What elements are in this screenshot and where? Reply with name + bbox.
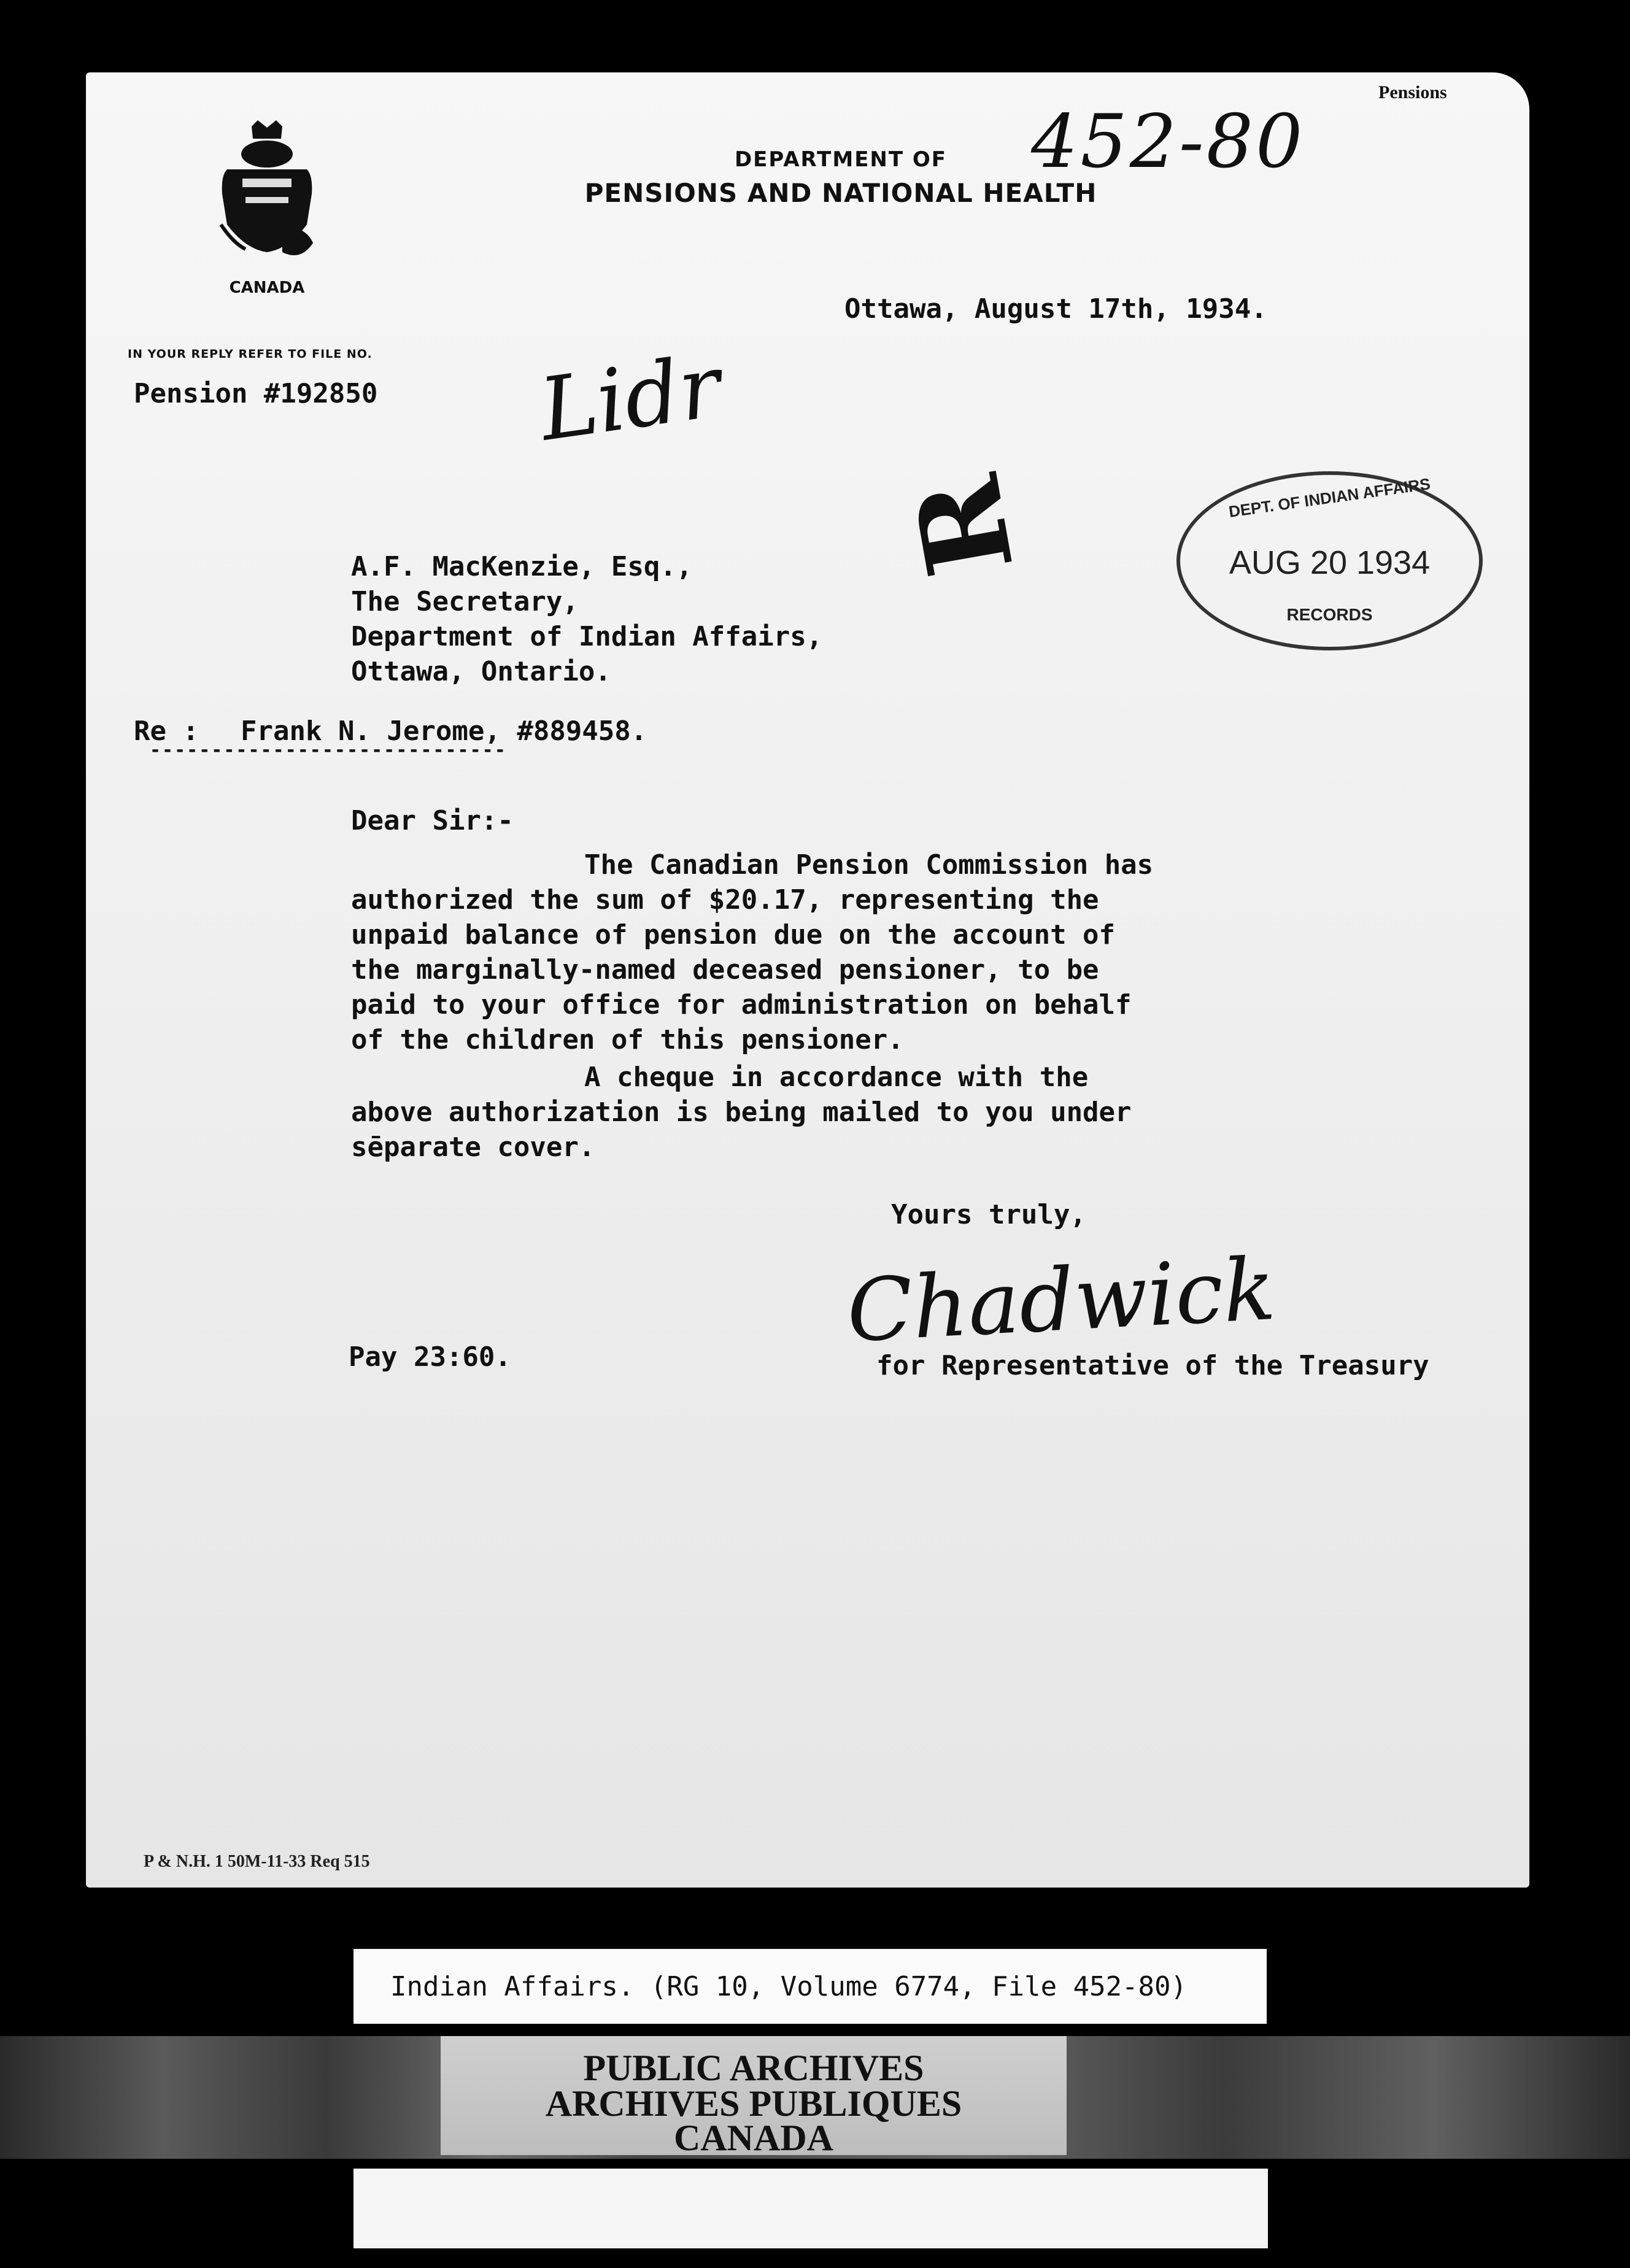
stamp-top-text: DEPT. OF INDIAN AFFAIRS xyxy=(1227,474,1432,521)
department-line-1: DEPARTMENT OF xyxy=(734,147,948,172)
registry-mark: R xyxy=(888,466,1040,586)
paragraph-line: The Canadian Pension Commission has xyxy=(584,849,1154,881)
re-label: Re : xyxy=(134,716,199,747)
paragraph-line: unpaid balance of pension due on the account of xyxy=(351,919,1116,951)
paragraph-line: above authorization is being mailed to you under xyxy=(351,1097,1132,1128)
coat-of-arms-icon xyxy=(209,120,325,286)
addressee-line: The Secretary, xyxy=(351,586,579,617)
form-code: P & N.H. 1 50M-11-33 Req 515 xyxy=(144,1852,370,1871)
pension-reference: Pension #192850 xyxy=(134,378,378,409)
paragraph-2 xyxy=(351,1062,1132,1182)
crest-caption: CANADA xyxy=(229,279,305,297)
reply-instruction: IN YOUR REPLY REFER TO FILE NO. xyxy=(128,347,373,361)
blank-label-strip xyxy=(353,2169,1268,2248)
re-underline: ----------------------------- xyxy=(150,739,507,761)
stamp-date: AUG 20 1934 xyxy=(1229,544,1431,581)
signatory-title: for Representative of the Treasury xyxy=(876,1350,1429,1381)
signature: Chadwick xyxy=(844,1239,1278,1362)
paragraph-line: of the children of this pensioner. xyxy=(351,1024,904,1055)
stamp-bottom-text: RECORDS xyxy=(1286,605,1373,624)
paragraph-line: paid to your office for administration on behalf xyxy=(351,989,1132,1020)
paragraph-line: A cheque in accordance with the xyxy=(584,1062,1089,1093)
received-stamp xyxy=(1176,471,1483,650)
addressee-line: Department of Indian Affairs, xyxy=(351,621,823,652)
salutation: Dear Sir:- xyxy=(351,805,514,836)
department-line-2: PENSIONS AND NATIONAL HEALTH xyxy=(584,178,1097,208)
paragraph-line: authorized the sum of $20.17, representing the xyxy=(351,884,1099,916)
pay-reference: Pay 23:60. xyxy=(349,1341,511,1373)
addressee-line: A.F. MacKenzie, Esq., xyxy=(351,551,693,582)
archive-line-3: CANADA xyxy=(674,2118,833,2158)
closing: Yours truly, xyxy=(891,1199,1086,1230)
re-subject: Frank N. Jerome, #889458. xyxy=(241,716,647,747)
handwritten-initials: Lidr xyxy=(534,336,727,461)
addressee-block xyxy=(351,551,823,707)
letter-page xyxy=(86,72,1529,1888)
paragraph-line: the marginally-named deceased pensioner, to be xyxy=(351,954,1099,986)
letter-date: Ottawa, August 17th, 1934. xyxy=(844,293,1267,325)
archive-stamp xyxy=(441,2036,1067,2158)
paragraph-1 xyxy=(351,849,1154,1075)
addressee-line: Ottawa, Ontario. xyxy=(351,656,611,687)
archive-citation: Indian Affairs. (RG 10, Volume 6774, File 452-80) xyxy=(390,1971,1188,2002)
paragraph-line: sēparate cover. xyxy=(351,1132,595,1163)
corner-tab-label: Pensions xyxy=(1378,82,1447,102)
archive-citation-strip xyxy=(353,1949,1267,2024)
archive-line-2: ARCHIVES PUBLIQUES xyxy=(545,2083,962,2124)
archive-line-1: PUBLIC ARCHIVES xyxy=(583,2048,924,2088)
handwritten-file-number: 452-80 xyxy=(1031,99,1305,185)
